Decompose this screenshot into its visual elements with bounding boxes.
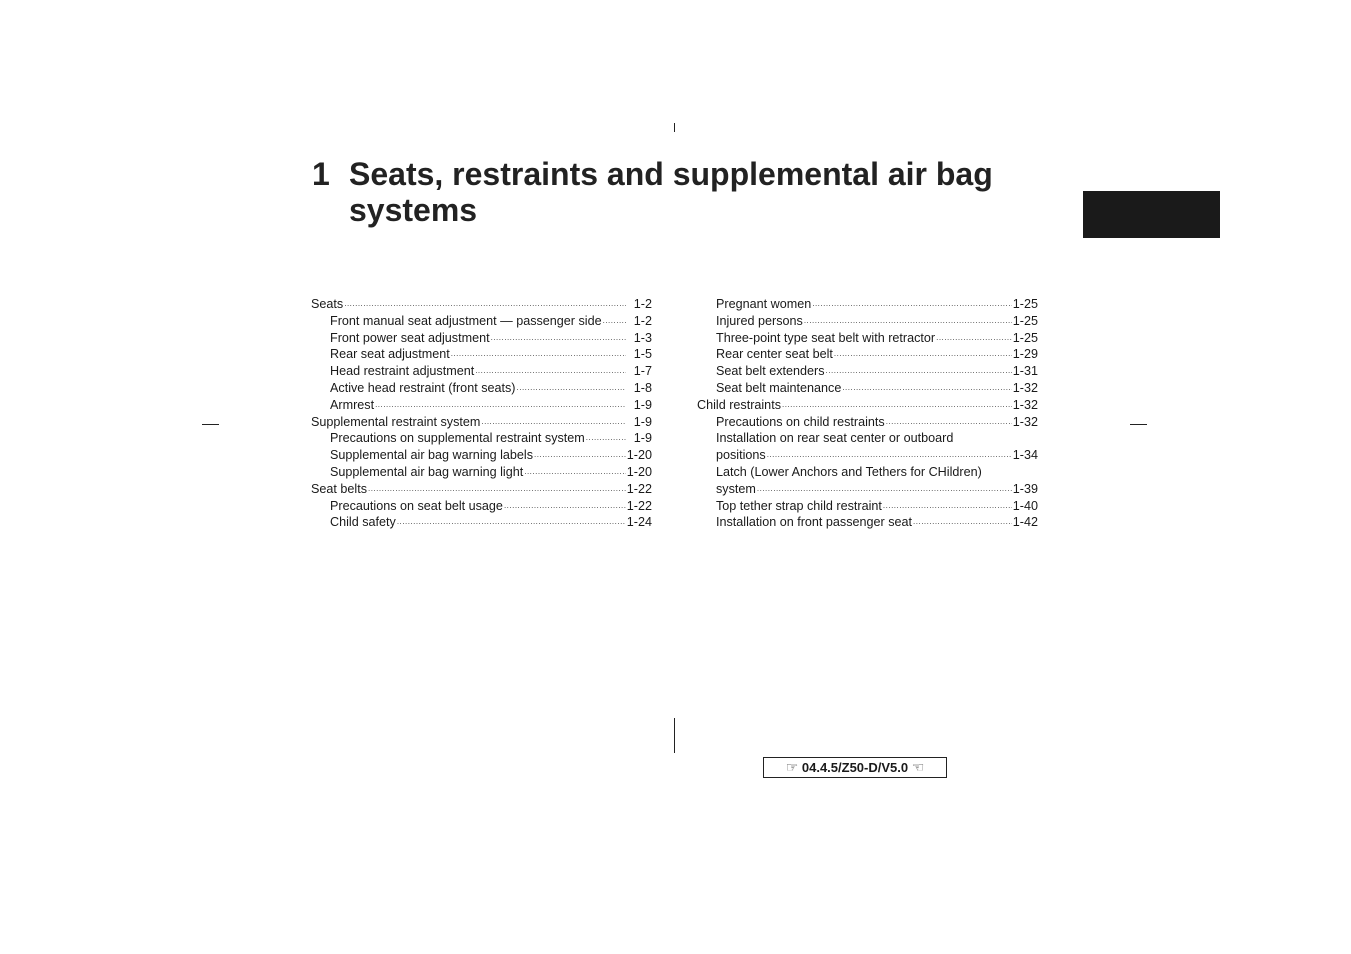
toc-entry-page: 1-5 bbox=[633, 347, 652, 362]
toc-entry-page: 1-8 bbox=[633, 380, 652, 395]
toc-entry[interactable] bbox=[697, 346, 1038, 363]
dot-leader bbox=[585, 430, 626, 447]
chapter-title-text: Seats, restraints and supplemental air bag systems bbox=[349, 156, 993, 228]
dot-leader bbox=[533, 447, 626, 464]
toc-entry-label: Seat belts bbox=[311, 481, 368, 496]
dot-leader bbox=[490, 330, 626, 347]
crop-mark-bottom bbox=[674, 718, 675, 753]
toc-entry-page: 1-22 bbox=[626, 498, 652, 513]
dot-leader bbox=[756, 481, 1012, 498]
crop-mark-left bbox=[202, 424, 219, 425]
toc-entry-label: Precautions on supplemental restraint system bbox=[330, 431, 585, 446]
toc-entry-label: Injured persons bbox=[716, 313, 803, 328]
toc-entry-label: Head restraint adjustment bbox=[330, 364, 475, 379]
pointing-hand-left-icon: ☜ bbox=[911, 759, 925, 775]
toc-entry[interactable] bbox=[697, 514, 1038, 531]
toc-entry-label: Seats bbox=[311, 297, 344, 311]
toc-entry-page: 1-9 bbox=[633, 431, 652, 446]
toc-entry-page: 1-20 bbox=[626, 464, 652, 479]
dot-leader bbox=[833, 346, 1012, 363]
toc-entry[interactable] bbox=[311, 498, 652, 515]
toc-entry[interactable] bbox=[311, 313, 652, 330]
toc-entry-label: Supplemental air bag warning labels bbox=[330, 448, 534, 463]
toc-entry[interactable] bbox=[697, 380, 1038, 397]
toc-entry[interactable] bbox=[311, 363, 652, 380]
dot-leader bbox=[374, 397, 626, 414]
toc-entry[interactable] bbox=[311, 296, 652, 313]
dot-leader bbox=[343, 296, 626, 313]
dot-leader bbox=[480, 414, 626, 431]
dot-leader bbox=[516, 380, 627, 397]
dot-leader bbox=[781, 397, 1012, 414]
toc-entry-label: Front manual seat adjustment — passenger side bbox=[330, 313, 602, 328]
toc-entry-page: 1-2 bbox=[633, 297, 652, 311]
footer-code-box bbox=[763, 757, 947, 778]
toc-entry-label: Precautions on seat belt usage bbox=[330, 498, 503, 513]
toc-entry-page: 1-25 bbox=[1012, 297, 1038, 311]
toc-entry[interactable] bbox=[311, 514, 652, 531]
toc-left-column bbox=[311, 296, 652, 531]
toc-entry-page: 1-32 bbox=[1012, 397, 1038, 412]
toc-entry-label: Three-point type seat belt with retractor bbox=[716, 330, 936, 345]
toc-entry[interactable] bbox=[697, 296, 1038, 313]
toc-entry[interactable] bbox=[697, 430, 1038, 464]
toc-entry[interactable] bbox=[697, 363, 1038, 380]
dot-leader bbox=[396, 514, 626, 531]
chapter-tab bbox=[1083, 191, 1220, 238]
toc-entry[interactable] bbox=[311, 464, 652, 481]
toc-entry[interactable] bbox=[697, 414, 1038, 431]
toc-entry-page: 1-9 bbox=[633, 414, 652, 429]
toc-entry-label: Installation on front passenger seat bbox=[716, 515, 913, 530]
toc-entry-page: 1-39 bbox=[1012, 481, 1038, 496]
toc-entry-page: 1-24 bbox=[626, 515, 652, 530]
toc-entry-page: 1-34 bbox=[1012, 448, 1038, 463]
toc-entry-page: 1-32 bbox=[1012, 414, 1038, 429]
toc-entry-label: positions bbox=[716, 448, 766, 463]
dot-leader bbox=[825, 363, 1012, 380]
toc-entry[interactable] bbox=[311, 346, 652, 363]
chapter-number: 1 bbox=[312, 156, 330, 192]
toc-entry[interactable] bbox=[311, 330, 652, 347]
toc-entry-label: system bbox=[716, 481, 756, 496]
crop-mark-top bbox=[674, 123, 675, 132]
dot-leader bbox=[811, 296, 1012, 313]
toc-entry-page: 1-3 bbox=[633, 330, 652, 345]
toc-entry-label: Rear center seat belt bbox=[716, 347, 833, 362]
dot-leader bbox=[912, 514, 1012, 531]
toc-entry[interactable] bbox=[311, 380, 652, 397]
toc-right-column bbox=[697, 296, 1038, 531]
dot-leader bbox=[841, 380, 1012, 397]
toc-entry-page: 1-40 bbox=[1012, 498, 1038, 513]
toc-entry-label: Rear seat adjustment bbox=[330, 347, 450, 362]
pointing-hand-right-icon: ☞ bbox=[785, 759, 799, 775]
dot-leader bbox=[803, 313, 1012, 330]
toc-entry[interactable] bbox=[311, 397, 652, 414]
dot-leader bbox=[474, 363, 626, 380]
crop-mark-right bbox=[1130, 424, 1147, 425]
toc-entry[interactable] bbox=[697, 397, 1038, 414]
toc-entry-label: Active head restraint (front seats) bbox=[330, 380, 516, 395]
dot-leader bbox=[885, 414, 1012, 431]
toc-entry-page: 1-9 bbox=[633, 397, 652, 412]
toc-entry[interactable] bbox=[697, 330, 1038, 347]
toc-entry-page: 1-7 bbox=[633, 364, 652, 379]
toc-entry[interactable] bbox=[311, 481, 652, 498]
dot-leader bbox=[523, 464, 626, 481]
toc-entry-label: Seat belt extenders bbox=[716, 364, 825, 379]
toc-entry-label: Supplemental air bag warning light bbox=[330, 464, 524, 479]
toc-entry[interactable] bbox=[311, 414, 652, 431]
toc-entry-label: Latch (Lower Anchors and Tethers for CHildren) bbox=[716, 464, 982, 479]
dot-leader bbox=[450, 346, 626, 363]
toc-entry-page: 1-42 bbox=[1012, 515, 1038, 530]
toc-entry-label: Supplemental restraint system bbox=[311, 414, 481, 429]
toc-entry-page: 1-29 bbox=[1012, 347, 1038, 362]
toc-entry[interactable] bbox=[697, 464, 1038, 498]
toc-entry[interactable] bbox=[697, 498, 1038, 515]
dot-leader bbox=[766, 447, 1012, 464]
toc-entry-page: 1-31 bbox=[1012, 364, 1038, 379]
toc-entry-page: 1-32 bbox=[1012, 380, 1038, 395]
toc-entry-label: Top tether strap child restraint bbox=[716, 498, 882, 513]
footer-code: 04.4.5/Z50-D/V5.0 bbox=[801, 760, 909, 775]
toc-entry-label: Child safety bbox=[330, 515, 396, 530]
toc-entry[interactable] bbox=[311, 430, 652, 447]
dot-leader bbox=[935, 330, 1012, 347]
toc-entry-page: 1-25 bbox=[1012, 313, 1038, 328]
dot-leader bbox=[602, 313, 626, 330]
toc-entry-page: 1-22 bbox=[626, 481, 652, 496]
toc-entry[interactable] bbox=[697, 313, 1038, 330]
toc-entry-label: Child restraints bbox=[697, 397, 781, 412]
toc-entry-label: Precautions on child restraints bbox=[716, 414, 885, 429]
toc-entry-label: Seat belt maintenance bbox=[716, 380, 842, 395]
toc-entry-page: 1-2 bbox=[633, 313, 652, 328]
dot-leader bbox=[367, 481, 626, 498]
toc-entry-label: Front power seat adjustment bbox=[330, 330, 490, 345]
toc-entry[interactable] bbox=[311, 447, 652, 464]
toc-entry-label: Installation on rear seat center or outboard bbox=[716, 431, 954, 446]
toc-entry-label: Armrest bbox=[330, 397, 375, 412]
dot-leader bbox=[882, 498, 1012, 515]
toc-entry-page: 1-25 bbox=[1012, 330, 1038, 345]
toc-entry-label: Pregnant women bbox=[716, 297, 812, 311]
toc-entry-page: 1-20 bbox=[626, 448, 652, 463]
dot-leader bbox=[503, 498, 626, 515]
